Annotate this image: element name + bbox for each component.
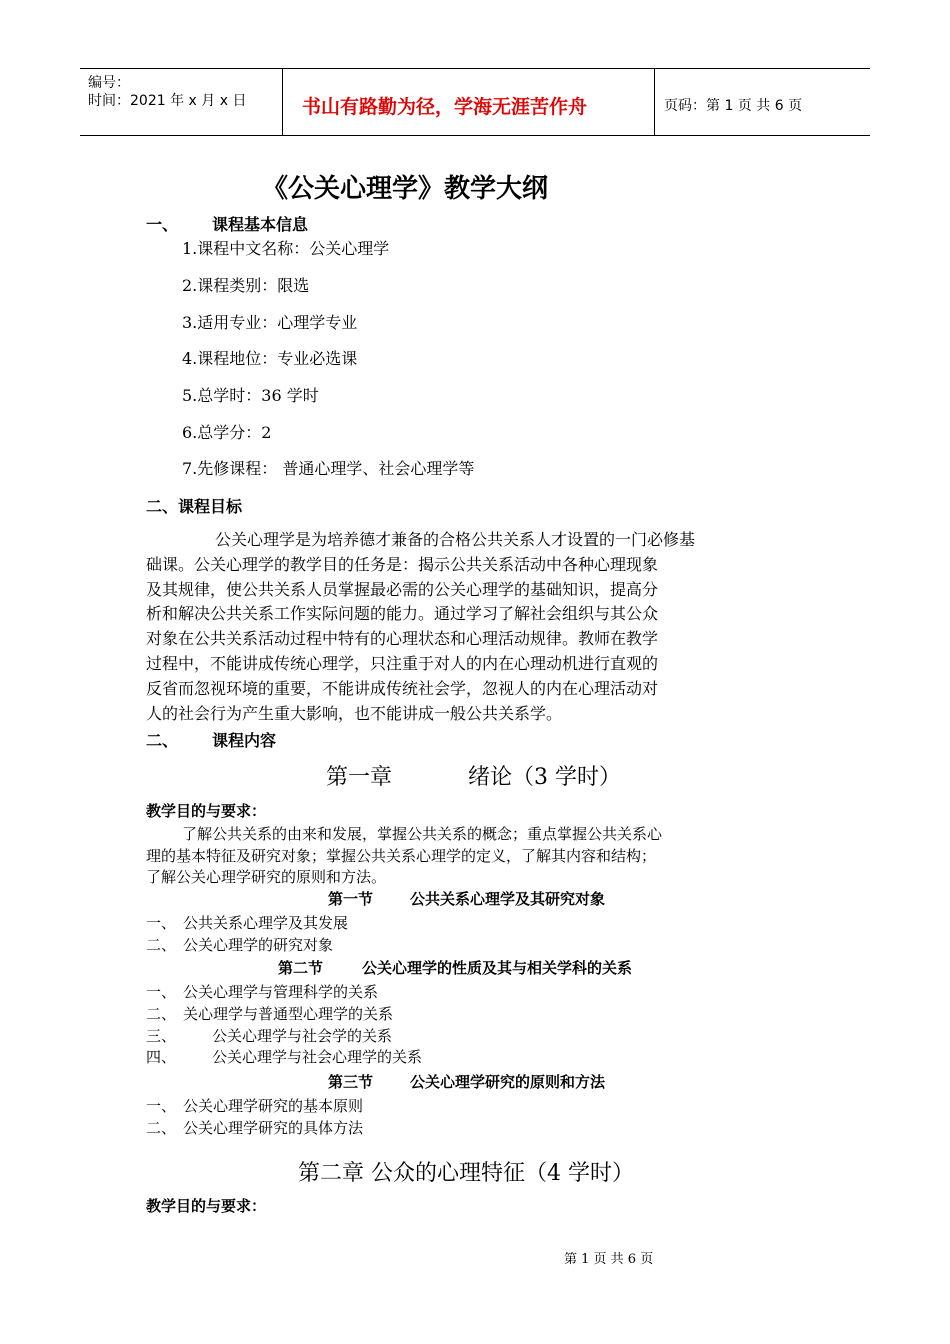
number-label: 编号： bbox=[88, 75, 130, 91]
course-info-item: 6.总学分：2 bbox=[182, 423, 272, 442]
section-title: 公关心理学研究的原则和方法 bbox=[410, 1073, 606, 1091]
page-label: 页码：第 1 页 共 6 页 bbox=[664, 98, 803, 114]
paragraph-line: 人的社会行为产生重大影响，也不能讲成一般公共关系学。 bbox=[146, 704, 563, 723]
paragraph-line: 对象在公共关系活动过程中特有的心理状态和心理活动规律。教师在教学 bbox=[146, 629, 659, 648]
course-info-item: 1.课程中文名称：公关心理学 bbox=[182, 239, 390, 258]
document-title: 《公关心理学》教学大纲 bbox=[261, 174, 548, 204]
paragraph-line: 析和解决公共关系工作实际问题的能力。通过学习了解社会组织与其公众 bbox=[146, 604, 659, 623]
list-item-number: 四、 bbox=[146, 1048, 177, 1066]
list-item: 公关心理学与社会学的关系 bbox=[212, 1027, 393, 1045]
list-item-number: 二、 bbox=[146, 1005, 177, 1023]
section-label: 第二节 bbox=[278, 959, 324, 977]
list-item: 公关心理学与管理科学的关系 bbox=[183, 983, 379, 1001]
header-divider bbox=[654, 68, 655, 135]
time-label: 时间：2021 年 x 月 x 日 bbox=[88, 93, 247, 109]
paragraph-line: 过程中，不能讲成传统心理学，只注重于对人的内在心理动机进行直观的 bbox=[146, 654, 659, 673]
requirements-line: 理的基本特征及研究对象；掌握公共关系心理学的定义，了解其内容和结构； bbox=[146, 847, 657, 865]
course-info-item: 3.适用专业：心理学专业 bbox=[182, 313, 358, 332]
list-item: 公关心理学研究的具体方法 bbox=[183, 1119, 364, 1137]
list-item: 公关心理学的研究对象 bbox=[183, 936, 334, 954]
section-title: 公关心理学的性质及其与相关学科的关系 bbox=[362, 959, 633, 977]
section-heading: 课程基本信息 bbox=[212, 215, 309, 234]
requirements-heading: 教学目的与要求： bbox=[146, 1197, 267, 1215]
chapter-title: 第二章 公众的心理特征（4 学时） bbox=[298, 1161, 634, 1186]
list-item: 公关心理学与社会心理学的关系 bbox=[212, 1048, 423, 1066]
chapter-label: 第一章 bbox=[326, 765, 393, 790]
section-number: 二、 bbox=[146, 731, 179, 750]
list-item: 公关心理学研究的基本原则 bbox=[183, 1097, 364, 1115]
paragraph-line: 及其规律，使公共关系人员掌握最必需的公关心理学的基础知识，提高分 bbox=[146, 580, 659, 599]
header-bottom-rule bbox=[80, 135, 870, 136]
header-top-rule bbox=[80, 68, 870, 69]
course-info-item: 5.总学时：36 学时 bbox=[182, 386, 319, 405]
list-item-number: 一、 bbox=[146, 1097, 177, 1115]
course-info-item: 4.课程地位：专业必选课 bbox=[182, 349, 358, 368]
course-info-item: 7.先修课程： 普通心理学、社会心理学等 bbox=[182, 459, 475, 478]
list-item-number: 二、 bbox=[146, 936, 177, 954]
requirements-heading: 教学目的与要求： bbox=[146, 802, 267, 820]
page-footer: 第 1 页 共 6 页 bbox=[564, 1252, 654, 1267]
paragraph-line: 反省而忽视环境的重要，不能讲成传统社会学，忽视人的内在心理活动对 bbox=[146, 679, 659, 698]
list-item: 公共关系心理学及其发展 bbox=[183, 914, 349, 932]
section-heading: 二、课程目标 bbox=[146, 497, 243, 516]
list-item-number: 二、 bbox=[146, 1119, 177, 1137]
list-item: 关心理学与普通型心理学的关系 bbox=[183, 1005, 394, 1023]
course-info-item: 2.课程类别：限选 bbox=[182, 276, 310, 295]
section-label: 第一节 bbox=[328, 890, 374, 908]
paragraph-line: 公关心理学是为培养德才兼备的合格公共关系人才设置的一门必修基 bbox=[215, 530, 696, 549]
motto: 书山有路勤为径，学海无涯苦作舟 bbox=[302, 96, 588, 118]
list-item-number: 一、 bbox=[146, 983, 177, 1001]
list-item-number: 三、 bbox=[146, 1027, 177, 1045]
requirements-line: 了解公共关系的由来和发展，掌握公共关系的概念；重点掌握公共关系心 bbox=[182, 825, 663, 843]
header-divider bbox=[282, 68, 283, 135]
chapter-title: 绪论（3 学时） bbox=[468, 765, 621, 790]
paragraph-line: 础课。公关心理学的教学目的任务是：揭示公共关系活动中各种心理现象 bbox=[146, 555, 659, 574]
section-heading: 课程内容 bbox=[212, 731, 277, 750]
list-item-number: 一、 bbox=[146, 914, 177, 932]
section-label: 第三节 bbox=[328, 1073, 374, 1091]
requirements-line: 了解公关心理学研究的原则和方法。 bbox=[146, 868, 387, 886]
section-title: 公共关系心理学及其研究对象 bbox=[410, 890, 606, 908]
section-number: 一、 bbox=[146, 215, 179, 234]
